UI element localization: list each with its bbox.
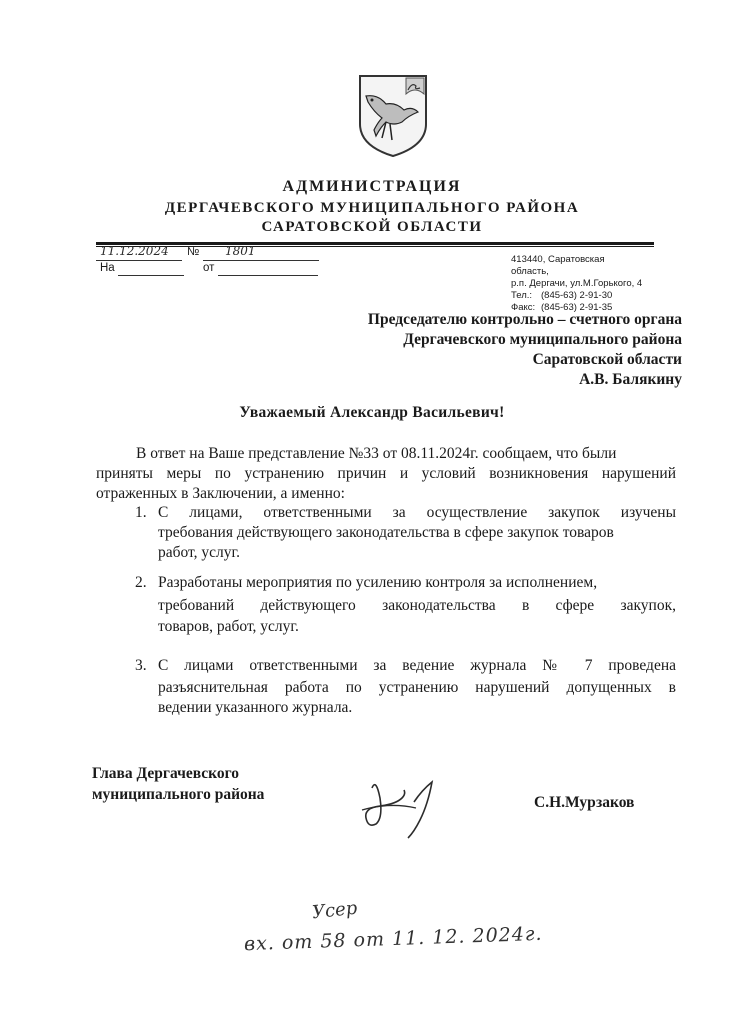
item1-line1: С лицами, ответственными за осуществление закупок изучены	[158, 504, 676, 521]
incoming-note-registration: вх. от 58 от 11. 12. 2024г.	[243, 922, 543, 956]
org-name-line1: АДМИНИСТРАЦИЯ	[282, 178, 462, 195]
handwritten-signature	[350, 768, 450, 840]
item1-line2: требования действующего законодательства в сфере закупок товаров	[158, 524, 614, 541]
incoming-note-initials: Усер	[311, 897, 359, 924]
address-line1: 413440, Саратовская	[511, 254, 605, 265]
address-line3: р.п. Дергачи, ул.М.Горького, 4	[511, 278, 643, 289]
number-field	[203, 244, 319, 261]
item3-line2: разъяснительная работа по устранению нарушений допущенных в	[158, 679, 676, 696]
intro-line1: В ответ на Ваше представление №33 от 08.11.2024г. сообщаем, что были	[136, 445, 617, 462]
item2-line2: требований действующего законодательства в сфере закупок,	[158, 597, 676, 614]
on-label: На	[100, 262, 115, 274]
phone-label: Тел.:	[511, 290, 533, 301]
date-handwritten: 11.12.2024	[100, 244, 169, 258]
intro-line2: приняты меры по устранению причин и условий возникновения нарушений	[96, 465, 676, 482]
address-phone	[511, 290, 671, 302]
item3-line1: С лицами ответственными за ведение журнала № 7 проведена	[158, 657, 676, 674]
coat-of-arms-icon	[356, 72, 430, 158]
number-label: №	[187, 246, 200, 258]
item2-line3: товаров, работ, услуг.	[158, 618, 299, 635]
recipient-line3: Саратовской области	[532, 351, 682, 368]
recipient-line2: Дергачевского муниципального района	[403, 331, 682, 348]
recipient-line4: А.В. Балякину	[579, 371, 682, 388]
item1-number: 1.	[135, 504, 147, 521]
org-name-line3: САРАТОВСКОЙ ОБЛАСТИ	[261, 219, 483, 235]
item3-number: 3.	[135, 657, 147, 674]
signatory-title-line1: Глава Дергачевского	[92, 765, 240, 782]
item2-number: 2.	[135, 574, 147, 591]
phone-value: (845-63) 2-91-30	[541, 290, 613, 301]
sender-address	[511, 254, 671, 314]
fax-label: Факс:	[511, 302, 536, 313]
signatory-name: С.Н.Мурзаков	[534, 794, 635, 811]
intro-line3: отраженных в Заключении, а именно:	[96, 485, 345, 502]
number-handwritten: 1801	[225, 244, 256, 258]
from-field	[218, 262, 318, 276]
from-label: от	[203, 262, 215, 274]
org-name-line2: ДЕРГАЧЕВСКОГО МУНИЦИПАЛЬНОГО РАЙОНА	[164, 200, 580, 216]
address-line2: область,	[511, 266, 549, 277]
item2-line1: Разработаны мероприятия по усилению контроля за исполнением,	[158, 574, 598, 591]
item1-line3: работ, услуг.	[158, 544, 241, 561]
salutation: Уважаемый Александр Васильевич!	[239, 404, 505, 421]
on-field	[118, 262, 184, 276]
signatory-title-line2: муниципального района	[92, 786, 265, 803]
date-field	[96, 244, 182, 261]
item3-line3: ведении указанного журнала.	[158, 699, 353, 716]
fax-value: (845-63) 2-91-35	[541, 302, 613, 313]
recipient-line1: Председателю контрольно – счетного органа	[367, 311, 682, 328]
